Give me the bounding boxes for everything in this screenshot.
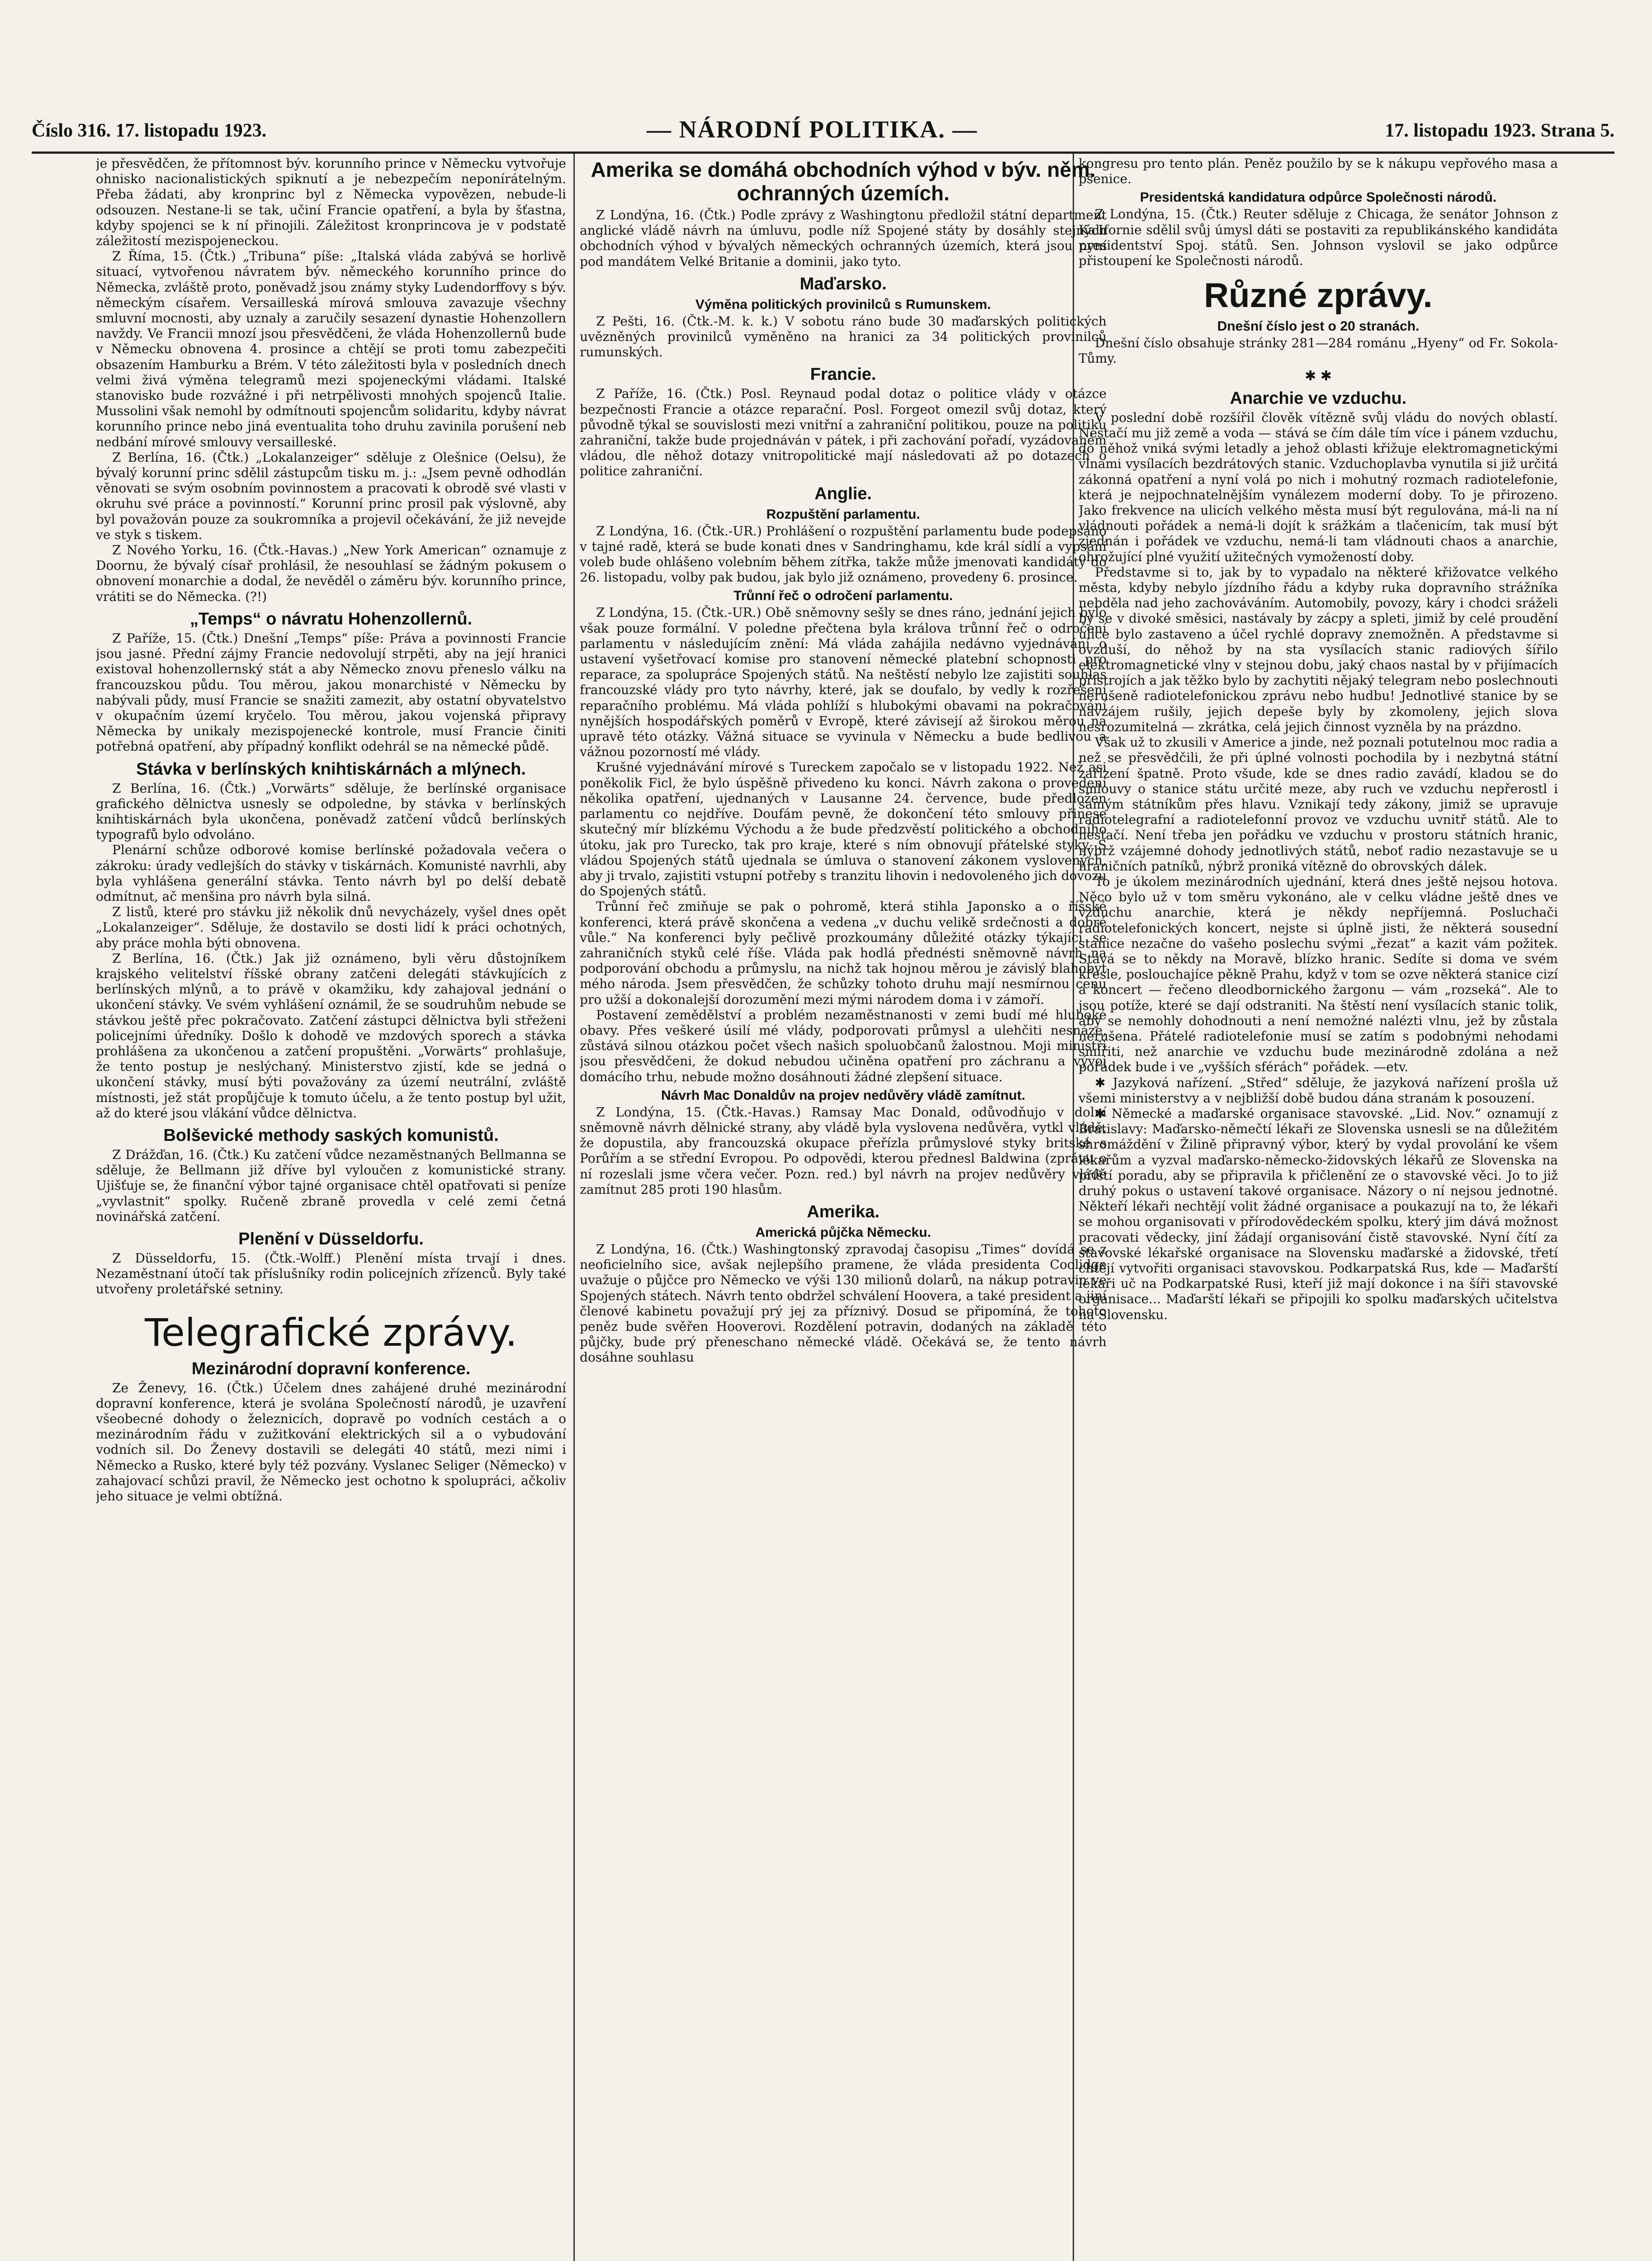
article-paragraph: Z Londýna, 16. (Čtk.-UR.) Prohlášení o rozpuštění parlamentu bude podepsáno v tajné radě, která se bude konati dnes v Sandringhamu, kde král sídlí a vypsání voleb bude ohlášeno volebním během zítřka, takže může jmenovati kandidáty do 26. listopadu, volby pak budou, jak bylo již oznámeno, provedeny 6. prosince. <box>580 523 1107 585</box>
article-heading: Amerika se domáhá obchodních výhod v býv. něm. ochranných územích. <box>591 158 1096 205</box>
column-2 <box>580 156 1107 2261</box>
article-paragraph: Plenární schůze odborové komise berlínské požadovala večera o zákroku: úrady vedlejších do stávky v tiskárnách. Komunisté navrhli, aby byla vyhlášena generální stávka. Tento návrh byl po delší debatě odmítnut, ač menšina pro návrh byla silná. <box>96 842 566 904</box>
article-paragraph: Z Londýna, 16. (Čtk.) Washingtonský zpravodaj časopisu „Times“ dovídá se z neoficielního sice, avšak nejlepšího pramene, že vláda presidenta Coolidge uvažuje o půjčce pro Německo ve výši 130 milionů dolarů, na nákup potravin ve Spojených státech. Návrh tento obdržel schválení Hoovera, a také president a jiní členové kabinetu považují prý jej za příznivý. Dosud se připomíná, že tohoto peněz bude svěřen Hooverovi. Rozdělení potravin, dodaných na základě této půjčky, bude prý přeneschano německé vládě. Očekává se, že tento návrh dosáhne souhlasu <box>580 1241 1107 1365</box>
article-paragraph: Z Berlína, 16. (Čtk.) „Lokalanzeiger“ sděluje z Olešnice (Oelsu), že bývalý korunní princ sdělil zástupcům tisku m. j.: „Jsem pevně odhodlán věnovati se svým osobním povinnostem a pracovati k obrodě své vlasti v okruhu své práce a povinností.“ Korunní princ prosil pak výslovně, aby byl považován pouze za soukromníka a projevil očekávání, že již nevejde ve styk s tiskem. <box>96 449 566 542</box>
article-paragraph: Z Londýna, 15. (Čtk.) Reuter sděluje z Chicaga, že senátor Johnson z Kalifornie sdělil svůj úmysl dáti se postaviti za republikánského kandidáta presidentství Spoj. států. Sen. Johnson vyslovil se jako odpůrce přistoupení ke Společnosti národů. <box>1079 207 1558 269</box>
article-heading: Anarchie ve vzduchu. <box>1230 388 1407 408</box>
article-paragraph: Z Berlína, 16. (Čtk.) „Vorwärts“ sděluje, že berlínské organisace grafického dělnictva usnesly se odpoledne, by stávka v berlínských knihtiskárnách byla ukončena, poněvadž zatčení vůdců berlínských typografů bylo odvoláno. <box>96 780 566 842</box>
article-subheading: Presidentská kandidatura odpůrce Společnosti národů. <box>1140 190 1497 205</box>
article-paragraph: Dnešní číslo obsahuje stránky 281—284 románu „Hyeny“ od Fr. Sokola-Tůmy. <box>1079 336 1558 366</box>
article-paragraph: Z Drážďan, 16. (Čtk.) Ku zatčení vůdce nezaměstnaných Bellmanna se sděluje, že Bellmann již dříve byl vyloučen z komunistické strany. Ujišťuje se, že finanční výbor tajné organisace chtěl opatřovati si peníze „vyvlastnit“ spolky. Ručeně zbraně provedla v celé zemi četná novinářská zatčení. <box>96 1147 566 1224</box>
article-paragraph: Z Paříže, 15. (Čtk.) Dnešní „Temps“ píše: Práva a povinnosti Francie jsou jasné. Přední zájmy Francie nedovolují strpěti, aby na její hranici existoval hohenzollernský stát a aby Německo znovu přeneslo válku na francouzskou půdu. Tou měrou, jakou monarchisté v Německu by nabývali půdy, musí Francie se snažiti zamezit, aby ostatní obyvatelstvo v okupačním území kryčelo. Tou měrou, jakou vojenská připravy Německa by unikaly mezispojenecké kontrole, musí Francie činiti potřebná opatření, aby případný konflikt odehrál se na německé půdě. <box>96 630 566 754</box>
article-paragraph: Z Londýna, 15. (Čtk.-Havas.) Ramsay Mac Donald, odůvodňujo v dolní sněmovně návrh dělnické strany, aby vládě byla vyslovena nedůvěra, vytkl vládě, že dopustila, aby francouzská okupace přeřízla průmyslové styky britské s Porůřím a se střední Evropou. Po odpovědi, kterou přednesl Baldwina (zprávu o ní rozeslali jsme včera večer. Pozn. red.) byl návrh na projev nedůvěry vládě zamítnut 285 proti 190 hlasům. <box>580 1104 1107 1197</box>
section-heading: Různé zprávy. <box>1204 276 1433 315</box>
article-paragraph: Z Říma, 15. (Čtk.) „Tribuna“ píše: „Italská vláda zabývá se horlivě situací, vytvořenou návratem býv. německého korunního prince do Německa, zvláště proto, poněvadž jsou známy styky Ludendorffovy s býv. německým císařem. Versailleská mírová smlouva zavazuje všechny smluvní mocnosti, aby uznaly a zaručily sesazení dynastie Hohenzollern navždy. Ve Francii mnozí jsou přesvědčeni, že vláda Hohenzollernů bude v Německu obnovena 4. prosince a chtějí se proti tomu zabezpečiti obsazením Hamburku a Brém. V této záležitosti byla v posledních dnech velmi živá výměna telegramů mezi spojeneckými vládami. Italské stanovisko bude rozvážné i při netrpělivosti mnohých spojenců Italie. Mussolini však nemohl by odmítnouti spojencům solidaritu, kdyby návrat korunního prince nebo jiná eventualita toho druhu zavinila porušení neb nedbání mírové smlouvy versailleské. <box>96 249 566 449</box>
article-heading: Anglie. <box>814 484 872 503</box>
article-subheading: Dnešní číslo jest o 20 stranách. <box>1217 319 1420 334</box>
article-paragraph: kongresu pro tento plán. Peněz použilo by se k nákupu vepřového masa a pšenice. <box>1079 156 1558 187</box>
column-1 <box>96 156 566 2261</box>
article-paragraph: Však už to zkusili v Americe a jinde, než poznali potutelnou moc radia a než se přesvědčili, že při úplné volnosti pochodila by i nezbytná státní zařízení špatně. Proto všude, kde se dnes radio zavádí, kladou se do smlouvy o stanice státu určité meze, aby ruch ve vzduchu nepřerostl i samým státníkům přes hlavu. Vznikají tedy zákony, jimiž se upravuje radiotelegrafní a radiotelefonní provoz ve vzduchu uvnitř států. Ale to nestačí. Není třeba jen pořádku ve vzduchu v prostoru státních hranic, nýbrž vzájemné dohody jednotlivých států, neboť radio nezastavuje se u hraničních patníků, nýbrž proniká vítězně do obrovských dálek. <box>1079 735 1558 874</box>
date-page-number: 17. listopadu 1923. Strana 5. <box>1385 120 1614 141</box>
article-paragraph: Z Nového Yorku, 16. (Čtk.-Havas.) „New York American“ oznamuje z Doornu, že bývalý císař prohlásil, že nesouhlasí se žádným pokusem o obnovení monarchie a dodal, že nevěděl o záměru býv. korunního prince, vrátiti se do Německa. (?!) <box>96 543 566 604</box>
article-paragraph: Z Londýna, 15. (Čtk.-UR.) Obě sněmovny sešly se dnes ráno, jednání jejich bylo však pouze formální. V poledne přečtena byla králova trůnní řeč o odročení parlamentu v následujícím znění: Má vláda zahájila nedávno vyjednávání o ustavení vyšetřovací komise pro stanovení německé platební schopnosti pro reparace, za spolupráce Spojených států. Na neštěstí nebylo lze zajistiti souhlas francouzské vlády pro tyto návrhy, které, jak se doufalo, by vedly k rozřešení reparačního problému. Má vláda pohlíží s hlubokými obavami na pokračování nynějších hospodářských poměrů v Evropě, které závisejí až širokou měrou na upravě této otázky. Vážná situace se vyvinula v Německu a bude bedlivou a vážnou pozorností mé vlády. <box>580 605 1107 760</box>
article-paragraph: Krušné vyjednávání mírové s Tureckem započalo se v listopadu 1922. Než asi poněkolik Ficl, že bylo úspěšně přivedeno ku konci. Návrh zakona o provedení několika opatření, ujednaných v Lausanne 24. července, bude předložen parlamentu co nejdříve. Doufám pevně, že dokončení této smlouvy přinese skutečný mír blízkému Východu a že bude předzvěstí politického a obchodního útoku, jak pro Turecko, tak pro kraje, které s ním obnovují přátelské styky. S vládou Spojených států ujednala se úmluva o stanovení zákonem vyslovených, aby ji trvalo, zajistiti vstupní potřeby s tranzitu lihovin i nedovoleného jich dovozu do Spojených států. <box>580 760 1107 899</box>
separator-stars: ✱ ✱ <box>1305 368 1332 384</box>
article-paragraph: Z Paříže, 16. (Čtk.) Posl. Reynaud podal dotaz o politice vlády v otázce bezpečnosti Francie a otázce reparační. Posl. Forgeot omezil svůj dotaz, který původně týkal se souvislosti mezi vnitřní a zahraniční politikou, pouze na politiku zahraniční, takže bude projednáván v pátek, i při zachování pořadí, vyzádovaném vládou, dle něhož dotazy vnitropolitické mají následovati až po dotazech o politice zahraniční. <box>580 386 1107 479</box>
article-heading: Francie. <box>810 365 876 384</box>
article-paragraph: Představme si to, jak by to vypadalo na některé křižovatce velkého města, kdyby nebylo jízdního řádu a kdyby ruka dopravního strážníka nebděla nad jeho zachováváním. Automobily, povozy, káry i chodci sráželi by se v divoké směsici, nastávaly by zácpy a spleti, jimiž by celé proudění ulice bylo zastaveno a účel rychlé dopravy znemožněn. A představme si ovzduší, do něhož by na sta vysílacích stanic radiových šířilo elektromagnetické vlny v stejnou dobu, jaký chaos nastal by v přijímacích přístrojích a jak těžko bylo by zachytiti nějaký telegram nebo poslechnouti nerušeně radiotelefonickou zprávu nebo hudbu! Jednotlivé stanice by se navzájem rušily, jejich depeše byly by zkomoleny, jejich slova nesrozumitelná — zkrátka, celá jejich činnost vyzněla by na prázdno. <box>1079 564 1558 734</box>
article-paragraph: Z Pešti, 16. (Čtk.-M. k. k.) V sobotu ráno bude 30 maďarských politických uvězněných provinilců vyměněno na hranici za 34 politických provinilců rumunských. <box>580 313 1107 360</box>
article-paragraph: Ze Ženevy, 16. (Čtk.) Účelem dnes zahájené druhé mezinárodní dopravní konference, která je svolána Společností národů, je uzavření všeobecné dohody o železnicích, dopravě po vodních cestách a o mezinárodním řádu v zužitkování elektrických sil a o vybudování vodních sil. Do Ženevy dostavili se delegáti 40 států, mezi nimi i Německo a Rusko, které byly též pozvány. Vyslanec Seliger (Německo) v zahajovací schůzi pravil, že Německo jest ochotno k spolupráci, ačkoliv jeho situace je velmi obtížná. <box>96 1380 566 1504</box>
article-heading: Plenění v Düsseldorfu. <box>238 1230 424 1249</box>
issue-number-date: Číslo 316. 17. listopadu 1923. <box>32 120 267 141</box>
masthead <box>32 115 1614 147</box>
article-paragraph: Postavení zemědělství a problém nezaměstnanosti v zemi budí mé hluboké obavy. Přes veškeré úsilí mé vlády, podporovati průmysl a ulehčiti nesnáze, zůstává silnou otázkou počet všech našich spoluobčanů žalostnou. Moji ministři jsou přesvědčeni, že dokud nebudou učiněna opatření pro záchranu a vývoj domácího trhu, nebude možno dosáhnouti žádné zlepšení situace. <box>580 1007 1107 1084</box>
article-paragraph: je přesvědčen, že přítomnost býv. korunního prince v Německu vytvořuje ohnisko nacionalistických spiknutí a je nebezpečím neponírátelným. Přeba žádati, aby kronprinc byl z Německa vypovězen, nebude-li odsouzen. Nestane-li se tak, učiní Francie opatření, a byla by šťastna, kdyby spojenci se k ní přinojili. Záležitost kronprincova je v podstatě záležitostí mezispojeneckou. <box>96 156 566 249</box>
article-subheading: Návrh Mac Donaldův na projev nedůvěry vládě zamítnut. <box>661 1088 1026 1103</box>
article-heading: Mezinárodní dopravní konference. <box>191 1359 471 1378</box>
article-paragraph: V poslední době rozšířil člověk vítězně svůj vládu do nových oblastí. Nestačí mu již země a voda — stává se čím dále tím více i pánem vzduchu, do něhož vniká svými letadly a jehož oblasti křižuje elektromagnetickými vlnami vysílacích bezdrátových stanic. Vzduchoplavba vynutila si již určitá zákonná opatření a nyní volá po nich i mohutný rozmach radiotelefonie, která je nejpochnatelnějším vynálezem moderní doby. To je přirozeno. Jako frekvence na ulicích velkého města musí být regulována, má-li na ní vládnouti pořádek a nemá-li dojít k srážkám a tlačenicím, tak musí být zjednán i pořádek ve vzduchu, nemá-li tam vládnouti chaos a anarchie, ohrožující plné využití užitečných vymožeností doby. <box>1079 410 1558 564</box>
article-paragraph: ✱ Německé a maďarské organisace stavovské. „Lid. Nov.“ oznamují z Bratislavy: Maďarsko-němečtí lékaři ze Slovenska usnesli se na důležitém shromáždění v Žilině připravný výbor, který by vydal provolání ke všem lékařům a vyzval maďarsko-německo-židovských lékařů ze Slovenska na příští poradu, aby se připravila k přičlenění ze o stavovské věci. Jo to již druhý pokus o ustavení takové organisace. Názory o ní nejsou jednotné. Někteří lékaři nechtějí volit žádné organisace a poukazují na to, že lékaři se mohou organisovati v přírodovědeckém spolku, který jim dává možnost pracovati vědecky, jiní žádají organisování čistě stavovské. Nyní čítí za stavovské lékařské organisace na Slovensku maďarské a židovské, třetí chtějí vytvořiti organisaci stavovskou. Podkarpatská Rus, kde — Maďarští lékaři uč na Podkarpatské Rusi, kteří již mají dokonce i na šíři stavovské organisace... Maďarští lékaři se připojili ko spolku maďarských učitelstva na Slovensku. <box>1079 1106 1558 1322</box>
article-heading: Amerika. <box>807 1202 880 1221</box>
newspaper-title: — NÁRODNÍ POLITIKA. — <box>647 116 978 143</box>
article-paragraph: Z Londýna, 16. (Čtk.) Podle zprávy z Washingtonu předložil státní department anglické vládě návrh na úmluvu, podle níž Spojené státy by dosáhly stejných obchodních výhod v bývalých německých ochranných územích, která jsou nyní pod mandátem Velké Britanie a dominii, jako tyto. <box>580 208 1107 269</box>
article-paragraph: To je úkolem mezinárodních ujednání, která dnes ještě nejsou hotova. Něco bylo už v tom směru vykonáno, ale v celku vládne ještě dnes ve vzduchu anarchie, která je někdy nepříjemná. Posluchači radiotelefonických koncert, nejste si úplně jisti, že některá sousední stanice nezačne do vašeho poslechu svými „řezat“ a kazit vám požitek. Stává se to někdy na Moravě, blízko hranic. Sedíte si doma ve svém křesle, poslouchajíce pěkně Prahu, když v tom se ozve některá stanice cizí a koncert — řečeno dleodbornického žargonu — vám „rozseká“. Ale to jsou potíže, které se dají odstraniti. Na štěstí není vysílacích stanic tolik, aby se nemohly dohodnouti a není nemožné nalézti vlnu, jež by zůstala nerušena. Přátelé radiotelefonie musí se zatím s podobnými nehodami smířiti, než anarchie ve vzduchu bude mezinárodně zdolána a než pořádek bude i ve „vyšších sférách“ pořádek. —etv. <box>1079 874 1558 1075</box>
article-paragraph: Z Berlína, 16. (Čtk.) Jak již oznámeno, byli věru důstojníkem krajského velitelství říšské obrany zatčeni delegáti stávkujících z berlínských mlýnů, a to právě v okamžiku, kdy zahajoval jednání o ukončení stávky. Ve svém vyhlášení oznámil, že se soudruhům nebude se stávkou ještě přec pokračovato. Zatčení zástupci dělnictva byli střeženi policejními úředníky. Došlo k dohodě ve mzdových sporech a stávka prohlášena za ukončenou a zatčení propuštěni. „Vorwärts“ prohlašuje, že tento postup je neslýchaný. Ministerstvo zjistí, kde se jedná o ukončení stávky, musí býti považovány za území neutrální, zvláště místnosti, jež stát propůjčuje k tomuto účelu, a že tento postup byl užit, až do které jsou vlákání vůdce dělnictva. <box>96 951 566 1121</box>
article-subheading: Trůnní řeč o odročení parlamentu. <box>733 588 953 604</box>
column-3 <box>1079 156 1558 2261</box>
article-subheading: Americká půjčka Německu. <box>755 1225 931 1240</box>
column-divider <box>573 154 575 2261</box>
article-subheading: Rozpuštění parlamentu. <box>766 506 920 522</box>
article-heading: Stávka v berlínských knihtiskárnách a mlýnech. <box>136 759 526 779</box>
article-paragraph: Z listů, které pro stávku již několik dnů nevycházely, vyšel dnes opět „Lokalanzeiger“. Sděluje, že dostavilo se dosti lidí k práci ochotných, aby práce mohla býti obnovena. <box>96 904 566 951</box>
article-subheading: Výměna politických provinilců s Rumunskem. <box>695 297 991 312</box>
article-paragraph: Z Düsseldorfu, 15. (Čtk.-Wolff.) Plenění místa trvají i dnes. Nezaměstnaní útočí tak příslušníky rodin policejních zřízenců. Byly také utvořeny proletářské setniny. <box>96 1251 566 1297</box>
article-heading: „Temps“ o návratu Hohenzollernů. <box>189 609 473 629</box>
article-paragraph: ✱ Jazyková nařízení. „Střed“ sděluje, že jazyková nařízení prošla už všemi ministerstvy a v nejbližší době budou dána stranám k posouzení. <box>1079 1075 1558 1106</box>
article-paragraph: Trůnní řeč zmiňuje se pak o pohromě, která stihla Japonsko a o říšské konferenci, která právě skončena a vedena „v duchu velikě srdečnosti a dobré vůle.“ Na konferenci byly pečlivě prozkoumány důležité otázky týkající se zahraničních styků celé říše. Vláda pak hodlá přednésti sněmovně návrh na podporování obchodu a průmyslu, na nichž tak hojnou měrou je závislý blahobyt mého národa. Jsem přesvědčen, že schůzky tohoto druhu mají nesmírnou cenu pro užší a dokonalejší dorozumění mezi mými národem doma i v zámoří. <box>580 899 1107 1007</box>
article-heading: Maďarsko. <box>800 274 887 293</box>
section-heading: Telegrafické zprávy. <box>145 1310 517 1355</box>
article-heading: Bolševické methody saských komunistů. <box>163 1126 499 1145</box>
masthead-rule <box>32 151 1614 154</box>
